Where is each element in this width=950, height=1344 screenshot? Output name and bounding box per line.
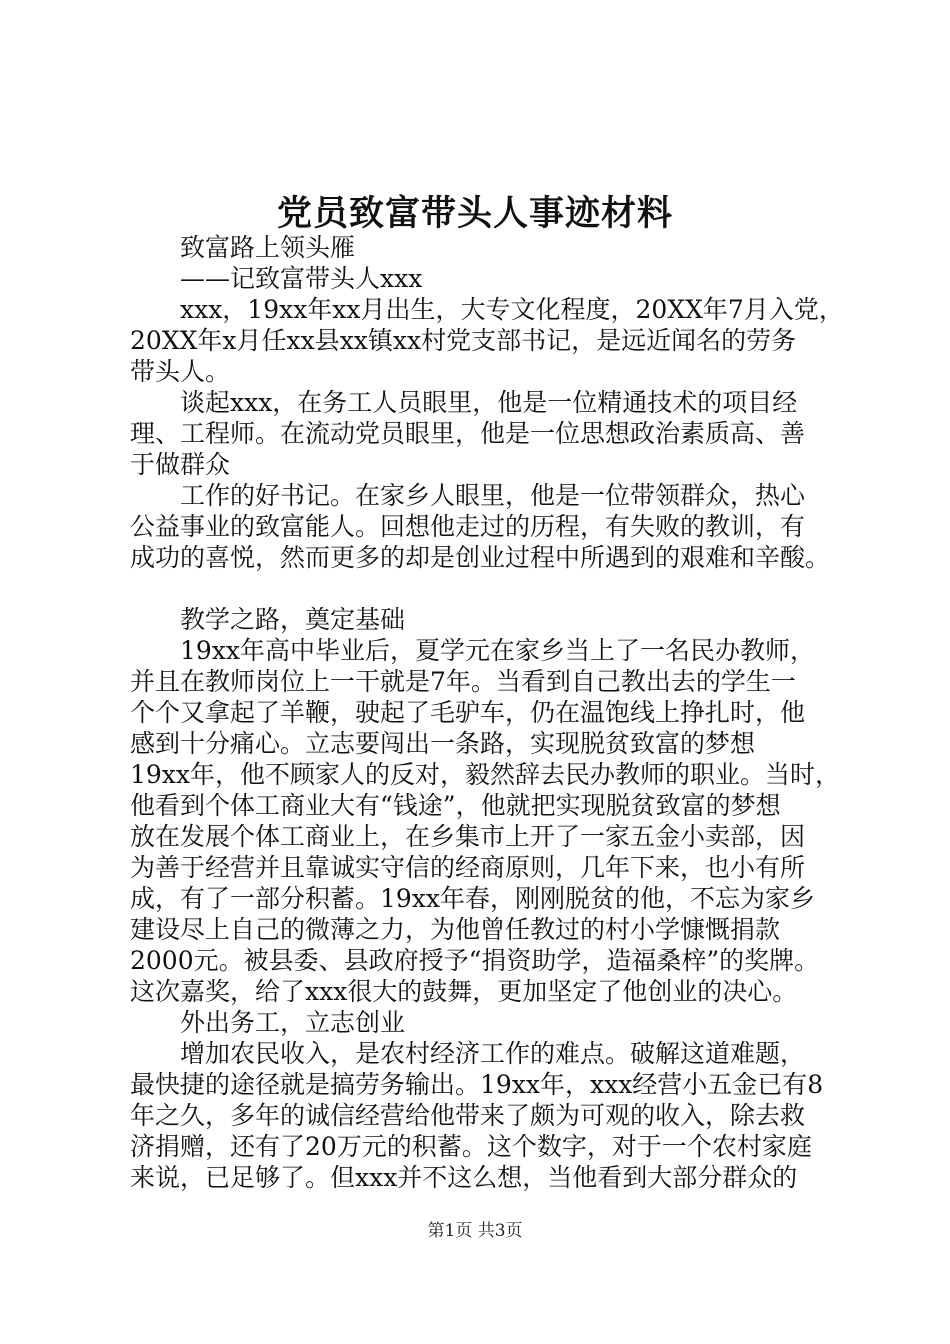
- paragraph-line: 为善于经营并且靠诚实守信的经商原则，几年下来，也小有所: [130, 853, 806, 882]
- paragraph-line: 放在发展个体工商业上，在乡集市上开了一家五金小卖部，因: [130, 822, 806, 851]
- paragraph-line: 济捐赠，还有了20万元的积蓄。这个数字，对于一个农村家庭: [130, 1132, 812, 1161]
- document-body: [130, 232, 844, 1193]
- paragraph-line: 年之久，多年的诚信经营给他带来了颇为可观的收入，除去救: [130, 1101, 806, 1130]
- page-footer: 第1页 共3页: [427, 1221, 523, 1241]
- paragraph-line: 于做群众: [130, 450, 231, 479]
- paragraph-line: 理、工程师。在流动党员眼里，他是一位思想政治素质高、善: [130, 419, 806, 448]
- paragraph-line: 来说，已足够了。但xxx并不这么想，当他看到大部分群众的: [130, 1163, 798, 1192]
- paragraph-line: 这次嘉奖，给了xxx很大的鼓舞，更加坚定了他创业的决心。: [130, 977, 798, 1006]
- paragraph-line: 感到十分痛心。立志要闯出一条路，实现脱贫致富的梦想: [130, 729, 756, 758]
- byline: ——记致富带头人xxx: [180, 264, 423, 293]
- paragraph-line: xxx，19xx年xx月出生，大专文化程度，20XX年7月入党，: [180, 295, 844, 324]
- paragraph-line: 20XX年x月任xx县xx镇xx村党支部书记，是远近闻名的劳务: [130, 326, 797, 355]
- paragraph-line: 成功的喜悦，然而更多的却是创业过程中所遇到的艰难和辛酸。: [130, 543, 831, 572]
- paragraph-line: 2000元。被县委、县政府授予“捐资助学，造福桑梓”的奖牌。: [130, 946, 820, 975]
- paragraph-line: 最快捷的途径就是搞劳务输出。19xx年，xxx经营小五金已有8: [130, 1070, 824, 1099]
- paragraph-line: 建设尽上自己的微薄之力，为他曾任教过的村小学慷慨捐款: [130, 915, 781, 944]
- paragraph-line: 工作的好书记。在家乡人眼里，他是一位带领群众，热心: [180, 481, 806, 510]
- paragraph-line: 19xx年，他不顾家人的反对，毅然辞去民办教师的职业。当时，: [130, 760, 841, 789]
- paragraph-line: 19xx年高中毕业后，夏学元在家乡当上了一名民办教师，: [180, 636, 816, 665]
- paragraph-gap: [130, 573, 830, 604]
- paragraph-line: 并且在教师岗位上一干就是7年。当看到自己教出去的学生一: [130, 667, 796, 696]
- paragraph-line: 带头人。: [130, 357, 231, 386]
- paragraph-line: 增加农民收入，是农村经济工作的难点。破解这道难题，: [180, 1039, 806, 1068]
- paragraph-line: 谈起xxx，在务工人员眼里，他是一位精通技术的项目经: [180, 388, 798, 417]
- section-heading: 外出务工，立志创业: [180, 1008, 406, 1037]
- section-heading: 教学之路，奠定基础: [180, 605, 406, 634]
- page-title: 党员致富带头人事迹材料: [276, 193, 673, 234]
- subtitle: 致富路上领头雁: [180, 233, 356, 262]
- paragraph-line: 公益事业的致富能人。回想他走过的历程，有失败的教训，有: [130, 512, 806, 541]
- paragraph-line: 他看到个体工商业大有“钱途”，他就把实现脱贫致富的梦想: [130, 791, 781, 820]
- paragraph-line: 成，有了一部分积蓄。19xx年春，刚刚脱贫的他，不忘为家乡: [130, 884, 816, 913]
- paragraph-line: 个个又拿起了羊鞭，驶起了毛驴车，仍在温饱线上挣扎时，他: [130, 698, 806, 727]
